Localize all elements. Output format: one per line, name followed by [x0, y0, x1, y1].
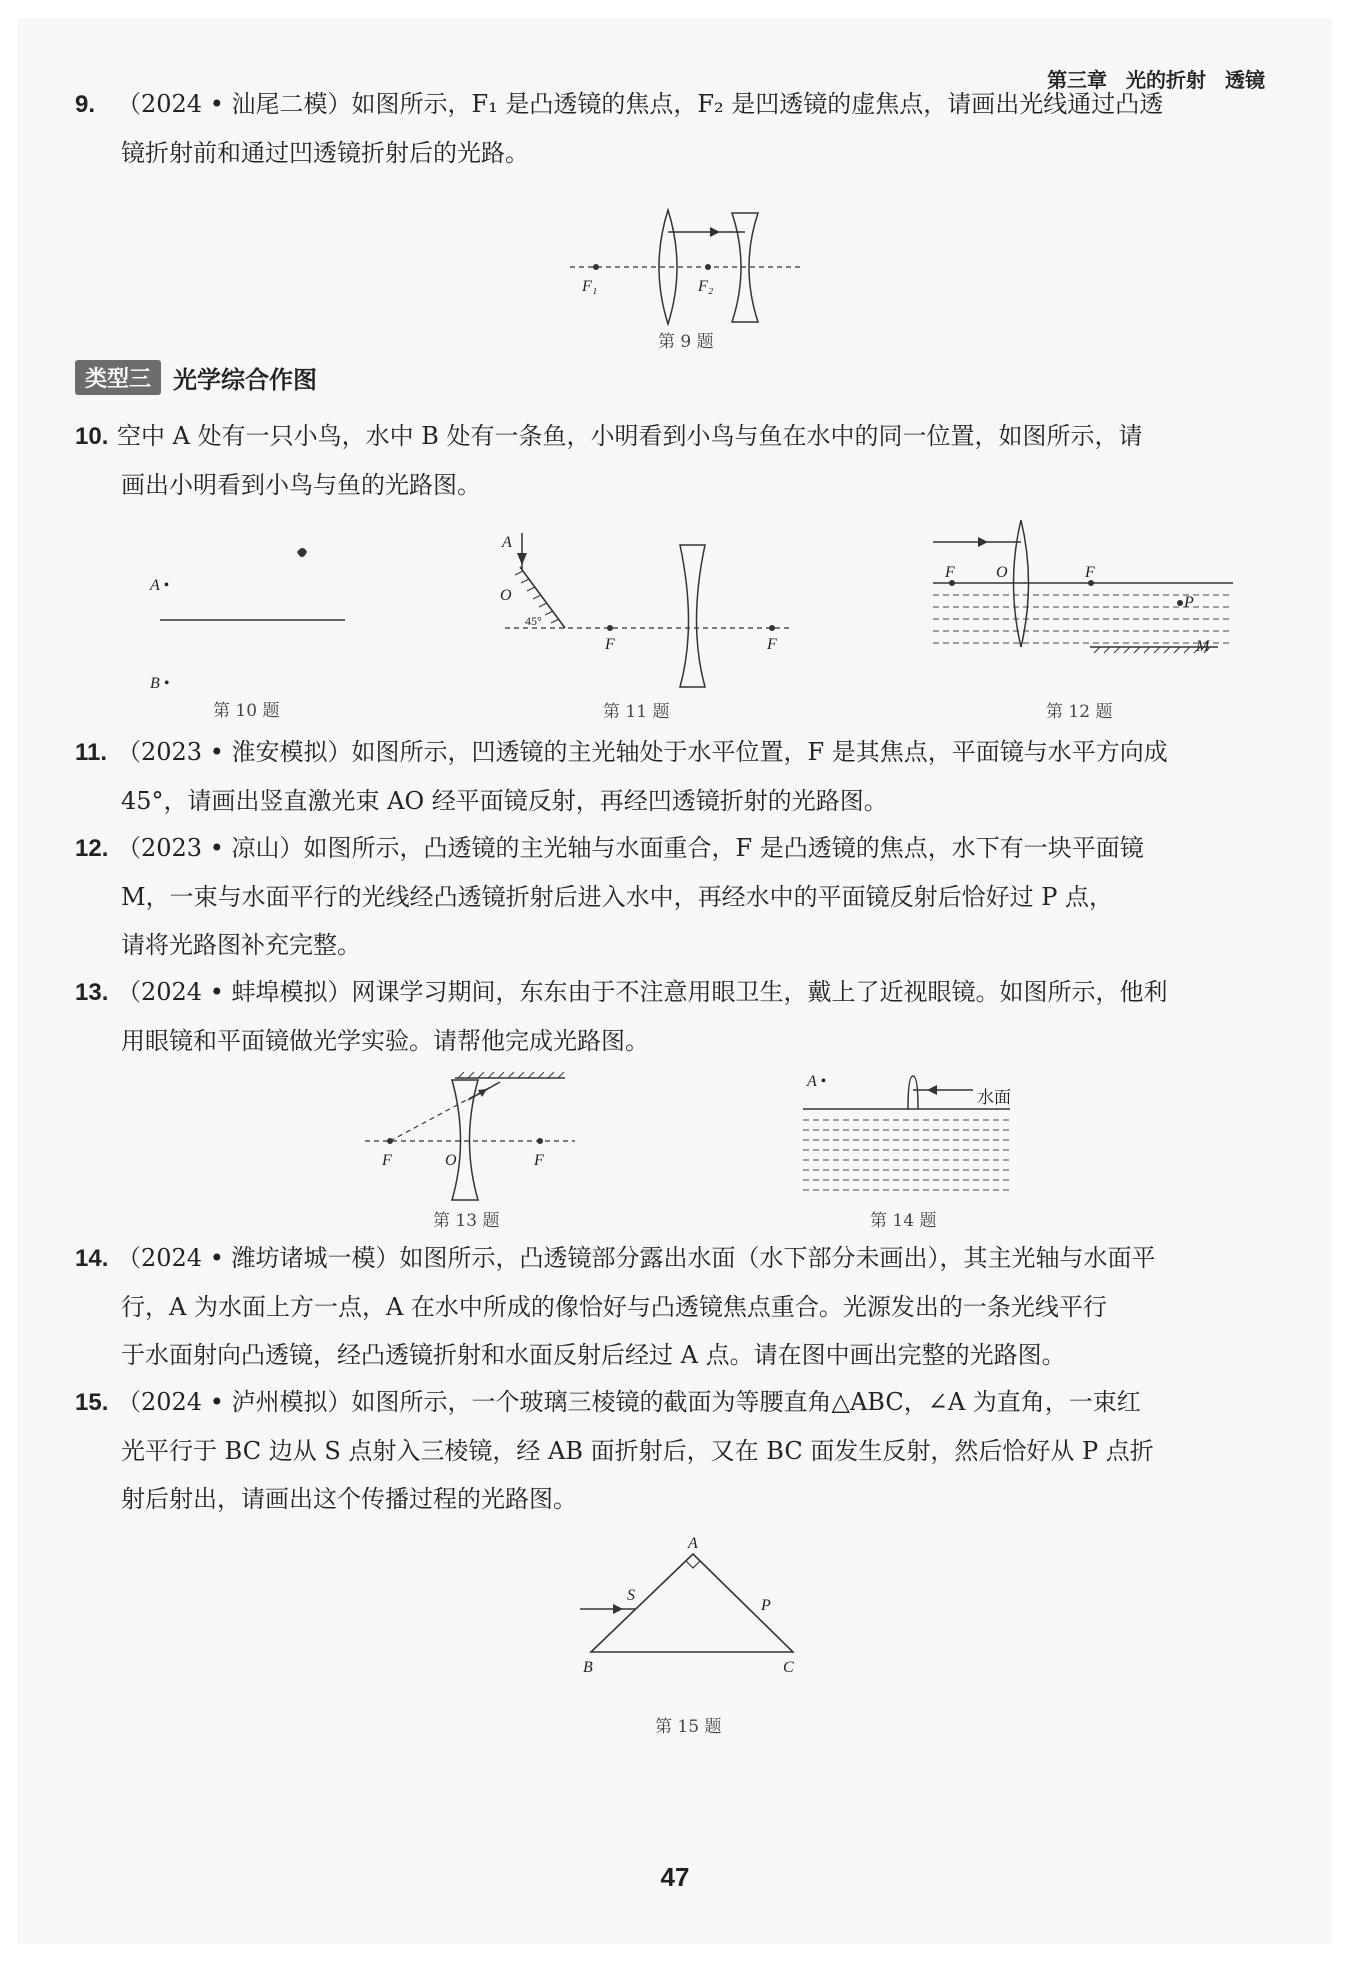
- concave-lens: [680, 545, 705, 687]
- label-a: A: [688, 1535, 698, 1552]
- question-number: 10.: [75, 423, 109, 450]
- question-number: 9.: [75, 91, 96, 118]
- label-f: F: [1085, 564, 1095, 581]
- question-text: （2023 • 淮安模拟）如图所示，凹透镜的主光轴处于水平位置，F 是其焦点，平面镜与水平方向成: [117, 738, 1168, 766]
- focus-point: [593, 264, 599, 270]
- label-f: F: [382, 1152, 392, 1169]
- figure-11: [485, 525, 805, 695]
- section-tag: 类型三: [75, 360, 161, 395]
- focus-point: [607, 625, 613, 631]
- question-number: 14.: [75, 1245, 109, 1272]
- label-a: A •: [150, 577, 170, 594]
- arrow-head: [927, 1085, 937, 1095]
- question-12: [75, 824, 1265, 969]
- page-number: 47: [660, 1862, 690, 1892]
- label-f: F: [767, 636, 777, 653]
- arrow-head: [517, 553, 527, 565]
- question-10: [75, 412, 1265, 509]
- right-angle-mark: [686, 1561, 700, 1568]
- question-text-cont: 请将光路图补充完整。: [121, 931, 361, 959]
- caption-14: 第 14 题: [870, 1211, 937, 1231]
- label-a: A •: [807, 1073, 827, 1090]
- question-text-cont: 画出小明看到小鸟与鱼的光路图。: [121, 471, 481, 499]
- label-s: S: [627, 1587, 635, 1604]
- caption-13: 第 13 题: [433, 1211, 500, 1231]
- concave-lens: [452, 1080, 478, 1200]
- question-text: （2024 • 蚌埠模拟）网课学习期间，东东由于不注意用眼卫生，戴上了近视眼镜。如图所示，他利: [117, 978, 1168, 1006]
- question-number: 15.: [75, 1389, 109, 1416]
- focus-point: [537, 1138, 543, 1144]
- point-p: [1177, 600, 1183, 606]
- question-text: （2024 • 汕尾二模）如图所示，F₁ 是凸透镜的焦点，F₂ 是凹透镜的虚焦点，请画出光线通过凸透: [117, 90, 1164, 118]
- label-o: O: [500, 587, 512, 604]
- question-text: （2024 • 泸州模拟）如图所示，一个玻璃三棱镜的截面为等腰直角△ABC，∠A 为直角，一束红: [117, 1388, 1141, 1416]
- bird-icon: [297, 548, 307, 557]
- question-text-cont: 光平行于 BC 边从 S 点射入三棱镜，经 AB 面折射后，又在 BC 面发生反射，然后恰好从 P 点折: [121, 1437, 1154, 1465]
- label-c: C: [783, 1659, 794, 1676]
- header-sub: 透镜: [1225, 68, 1265, 92]
- caption-11: 第 11 题: [603, 702, 670, 722]
- section-header: [75, 360, 317, 400]
- question-11: [75, 728, 1265, 825]
- label-f2: F₂: [698, 278, 714, 295]
- label-p: P: [761, 1597, 771, 1614]
- water-lines: [803, 1120, 1010, 1190]
- caption-15: 第 15 题: [655, 1717, 722, 1737]
- question-text-cont: 行，A 为水面上方一点，A 在水中所成的像恰好与凸透镜焦点重合。光源发出的一条光线平行: [121, 1293, 1107, 1321]
- focus-point: [769, 625, 775, 631]
- label-angle: 45°: [525, 614, 542, 628]
- label-f1: F₁: [582, 278, 598, 295]
- question-number: 13.: [75, 979, 109, 1006]
- question-text-cont: M，一束与水面平行的光线经凸透镜折射后进入水中，再经水中的平面镜反射后恰好过 P 点，: [121, 883, 1113, 911]
- question-text-cont: 于水面射向凸透镜，经凸透镜折射和水面反射后经过 A 点。请在图中画出完整的光路图。: [121, 1341, 1066, 1369]
- label-f: F: [605, 636, 615, 653]
- label-f: F: [534, 1152, 544, 1169]
- focus-point: [705, 264, 711, 270]
- arrow-head: [978, 537, 988, 547]
- label-water: 水面: [977, 1088, 1011, 1108]
- figure-10: [145, 540, 365, 700]
- label-a: A: [502, 534, 512, 551]
- figure-12: [928, 515, 1238, 665]
- arrow-head: [613, 1604, 623, 1614]
- question-number: 12.: [75, 835, 109, 862]
- figure-14: [795, 1068, 1025, 1203]
- header-chapter: 第三章: [1047, 68, 1108, 92]
- label-b: B •: [150, 675, 170, 692]
- label-o: O: [996, 564, 1008, 581]
- question-14: [75, 1234, 1265, 1379]
- header-topic: 光的折射: [1126, 68, 1207, 92]
- figure-13: [360, 1072, 580, 1202]
- question-text-cont: 射后射出，请画出这个传播过程的光路图。: [121, 1485, 577, 1513]
- question-text: 空中 A 处有一只小鸟，水中 B 处有一条鱼，小明看到小鸟与鱼在水中的同一位置，如图所示，请: [117, 422, 1143, 450]
- caption-10: 第 10 题: [213, 701, 280, 721]
- arrow-head: [710, 227, 720, 237]
- label-f: F: [945, 564, 955, 581]
- mirror-hatching: [458, 1072, 564, 1078]
- question-text-cont: 45°，请画出竖直激光束 AO 经平面镜反射，再经凹透镜折射的光路图。: [121, 787, 888, 815]
- question-text: （2024 • 潍坊诸城一模）如图所示，凸透镜部分露出水面（水下部分未画出），其主光轴与水面平: [117, 1244, 1156, 1272]
- question-text-cont: 镜折射前和通过凹透镜折射后的光路。: [121, 139, 529, 167]
- question-number: 11.: [75, 739, 108, 766]
- label-b: B: [583, 1659, 593, 1676]
- mirror-hatching: [1094, 647, 1210, 653]
- caption-9: 第 9 题: [658, 332, 714, 352]
- label-p: P: [1184, 594, 1194, 611]
- question-9: [75, 80, 1265, 177]
- convex-lens-partial: [908, 1076, 918, 1109]
- figure-15: [575, 1530, 805, 1680]
- question-text-cont: 用眼镜和平面镜做光学实验。请帮他完成光路图。: [121, 1027, 649, 1055]
- question-15: [75, 1378, 1265, 1523]
- figure-9: [560, 205, 810, 335]
- question-13: [75, 968, 1265, 1065]
- caption-12: 第 12 题: [1046, 702, 1113, 722]
- label-o: O: [445, 1152, 457, 1169]
- focus-point: [387, 1138, 393, 1144]
- question-text: （2023 • 凉山）如图所示，凸透镜的主光轴与水面重合，F 是凸透镜的焦点，水下有一块平面镜: [117, 834, 1144, 862]
- section-title: 光学综合作图: [173, 366, 318, 394]
- label-m: M: [1196, 638, 1210, 655]
